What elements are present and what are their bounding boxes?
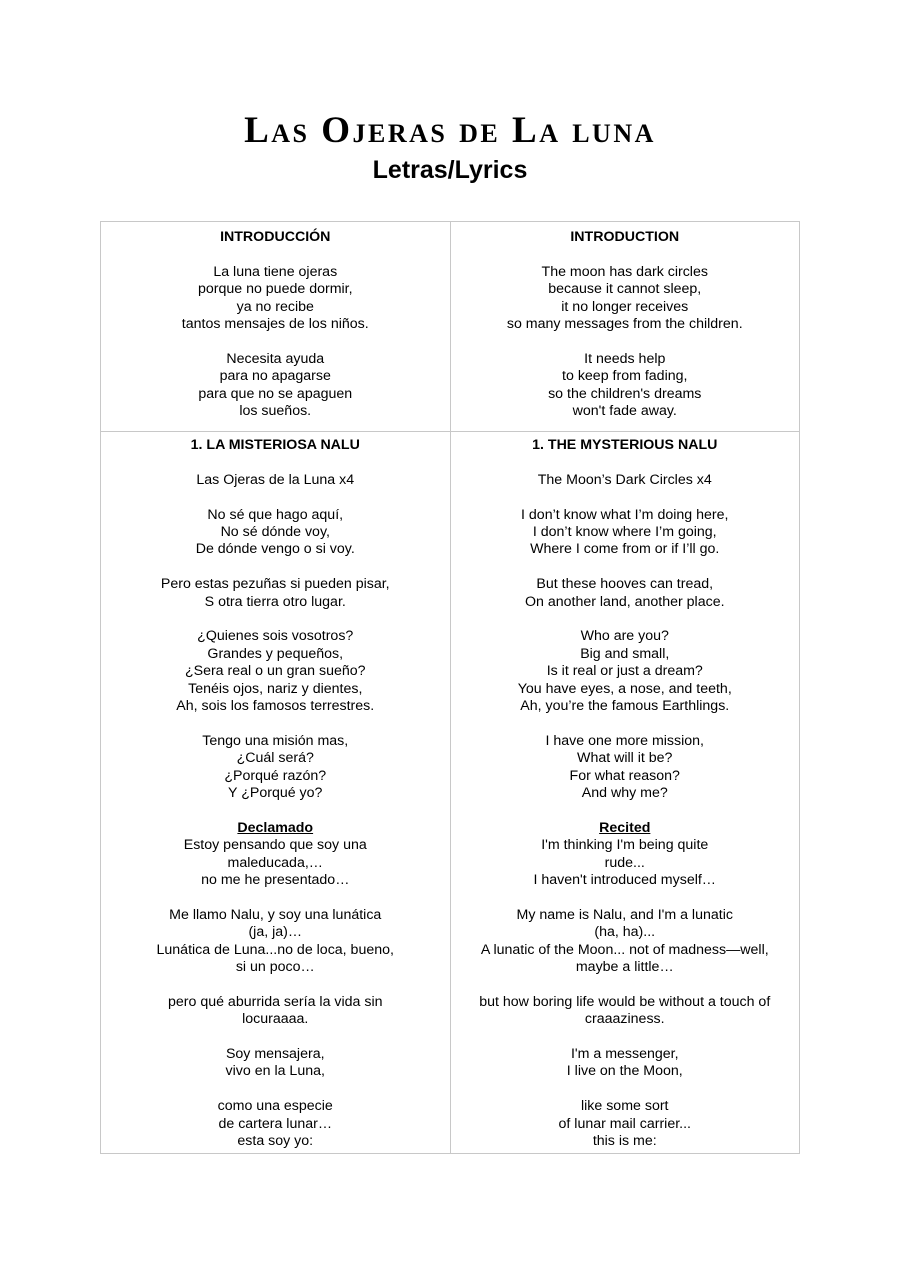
lyric-line: rude...	[604, 854, 645, 871]
lyric-line: because it cannot sleep,	[548, 281, 702, 298]
lyric-line: No sé dónde voy,	[220, 524, 330, 540]
stanza-gap	[457, 976, 794, 993]
lyric-line: to keep from fading,	[562, 368, 688, 385]
lyric-line: Pero estas pezuñas si pueden pisar,	[160, 576, 390, 593]
lyric-line: no me he presentado…	[201, 872, 350, 889]
lyric-line: The Moon’s Dark Circles x4	[537, 471, 712, 488]
lyric-line: On another land, another place.	[524, 593, 725, 610]
stanza-gap	[457, 611, 794, 628]
lyric-line: It needs help	[584, 350, 666, 367]
english-cell	[450, 222, 800, 432]
stanza-gap	[107, 559, 444, 576]
lyric-line: (ha, ha)...	[594, 924, 656, 941]
lyric-line: I don’t know what I’m doing here,	[521, 506, 729, 523]
lyric-line: Tenéis ojos, nariz y dientes,	[188, 680, 363, 697]
lyric-line: La luna tiene ojeras	[213, 263, 338, 280]
stanza-gap	[457, 559, 794, 576]
lyric-line: ya no recibe	[236, 298, 314, 315]
stanza-gap	[457, 489, 794, 506]
document-title: Las Ojeras de La luna	[244, 110, 656, 151]
lyric-line: I'm thinking I'm being quite	[541, 837, 709, 854]
stanza-gap	[457, 333, 794, 350]
stanza-gap	[107, 489, 444, 506]
lyric-line: I'm a messenger,	[570, 1046, 679, 1063]
lyric-line: of lunar mail carrier...	[558, 1115, 691, 1132]
recited-label: Declamado	[237, 819, 314, 836]
stanza-gap	[107, 715, 444, 732]
lyric-line: Y ¿Porqué yo?	[228, 785, 323, 802]
section-heading: 1. THE MYSTERIOUS NALU	[532, 437, 718, 453]
lyric-line: si un poco…	[235, 959, 315, 976]
stanza-gap	[457, 715, 794, 732]
lyric-line: And why me?	[581, 785, 668, 802]
lyric-line: para que no se apaguen	[198, 385, 353, 402]
document-subtitle: Letras/Lyrics	[372, 156, 528, 184]
lyric-line: No sé que hago aquí,	[207, 506, 344, 523]
lyric-line: vivo en la Luna,	[225, 1063, 325, 1080]
stanza-gap	[457, 454, 794, 471]
lyric-line: esta soy yo:	[237, 1133, 314, 1150]
lyric-line: I don’t know where I’m going,	[532, 524, 717, 540]
lyric-line: como una especie	[217, 1098, 333, 1115]
lyric-line: What will it be?	[577, 750, 673, 767]
stanza-gap	[107, 889, 444, 906]
lyric-line: I have one more mission,	[545, 732, 704, 749]
lyric-line: ¿Porqué razón?	[224, 767, 327, 784]
section-heading: INTRODUCCIÓN	[220, 229, 331, 245]
lyric-line: craaaziness.	[584, 1011, 665, 1028]
lyric-line: Necesita ayuda	[226, 350, 325, 367]
lyric-line: A lunatic of the Moon... not of madness—well,	[480, 941, 769, 958]
stanza-gap	[107, 454, 444, 471]
table-row-introduction	[101, 222, 800, 432]
lyric-line: maybe a little…	[575, 959, 674, 976]
lyric-line: so many messages from the children.	[506, 316, 743, 333]
lyric-line: Ah, sois los famosos terrestres.	[176, 698, 375, 715]
lyric-line: maleducada,…	[227, 854, 323, 871]
recited-label: Recited	[599, 819, 651, 836]
stanza-gap	[107, 802, 444, 819]
lyrics-table	[100, 221, 800, 1154]
lyric-line: De dónde vengo o si voy.	[195, 541, 355, 558]
lyric-line: For what reason?	[569, 767, 680, 784]
stanza-gap	[457, 1029, 794, 1046]
section-heading: 1. LA MISTERIOSA NALU	[190, 437, 360, 453]
lyric-line: like some sort	[580, 1098, 669, 1115]
lyric-line: but how boring life would be without a touch of	[479, 993, 771, 1010]
spanish-cell	[101, 222, 451, 432]
lyric-line: The moon has dark circles	[541, 263, 708, 280]
lyric-line: Who are you?	[580, 628, 669, 645]
lyric-line: this is me:	[592, 1133, 657, 1150]
lyric-line: I haven't introduced myself…	[533, 872, 716, 889]
stanza-gap	[457, 246, 794, 263]
stanza-gap	[457, 802, 794, 819]
lyric-line: You have eyes, a nose, and teeth,	[517, 680, 732, 697]
stanza-gap	[107, 1081, 444, 1098]
lyric-line: S otra tierra otro lugar.	[204, 593, 346, 610]
lyric-line: de cartera lunar…	[218, 1115, 333, 1132]
lyric-line: (ja, ja)…	[248, 924, 303, 941]
lyric-line: won't fade away.	[572, 403, 677, 420]
stanza-gap	[107, 246, 444, 263]
lyric-line: los sueños.	[239, 403, 312, 420]
lyric-line: tantos mensajes de los niños.	[181, 316, 369, 333]
spanish-cell	[101, 432, 451, 1154]
lyric-line: so the children's dreams	[548, 385, 702, 402]
lyric-line: Grandes y pequeños,	[207, 645, 344, 662]
lyric-line: ¿Cuál será?	[236, 750, 314, 767]
lyric-line: ¿Sera real o un gran sueño?	[184, 663, 366, 680]
english-cell	[450, 432, 800, 1154]
lyric-line: Is it real or just a dream?	[546, 663, 703, 680]
stanza-gap	[107, 976, 444, 993]
stanza-gap	[457, 889, 794, 906]
stanza-gap	[107, 611, 444, 628]
section-heading: INTRODUCTION	[570, 229, 680, 245]
lyric-line: it no longer receives	[561, 298, 689, 315]
lyric-line: Where I come from or if I’ll go.	[530, 541, 720, 558]
lyric-line: pero qué aburrida sería la vida sin	[167, 993, 383, 1010]
lyric-line: Soy mensajera,	[225, 1046, 325, 1063]
lyric-line: My name is Nalu, and I'm a lunatic	[516, 906, 733, 923]
lyric-line: But these hooves can tread,	[536, 576, 714, 593]
stanza-gap	[107, 1029, 444, 1046]
lyric-line: Ah, you’re the famous Earthlings.	[520, 698, 730, 715]
lyric-line: locuraaaa.	[242, 1011, 309, 1028]
table-row-song-1	[101, 432, 800, 1154]
lyric-line: Las Ojeras de la Luna x4	[196, 471, 355, 488]
lyric-line: para no apagarse	[219, 368, 331, 385]
lyric-line: I live on the Moon,	[566, 1063, 683, 1080]
stanza-gap	[107, 333, 444, 350]
lyric-line: ¿Quienes sois vosotros?	[197, 628, 354, 645]
lyric-line: porque no puede dormir,	[197, 281, 353, 298]
lyric-line: Estoy pensando que soy una	[183, 837, 367, 854]
lyric-line: Me llamo Nalu, y soy una lunática	[169, 906, 382, 923]
stanza-gap	[457, 1081, 794, 1098]
lyric-line: Big and small,	[580, 645, 670, 662]
lyric-line: Lunática de Luna...no de loca, bueno,	[156, 941, 394, 958]
lyric-line: Tengo una misión mas,	[202, 732, 349, 749]
